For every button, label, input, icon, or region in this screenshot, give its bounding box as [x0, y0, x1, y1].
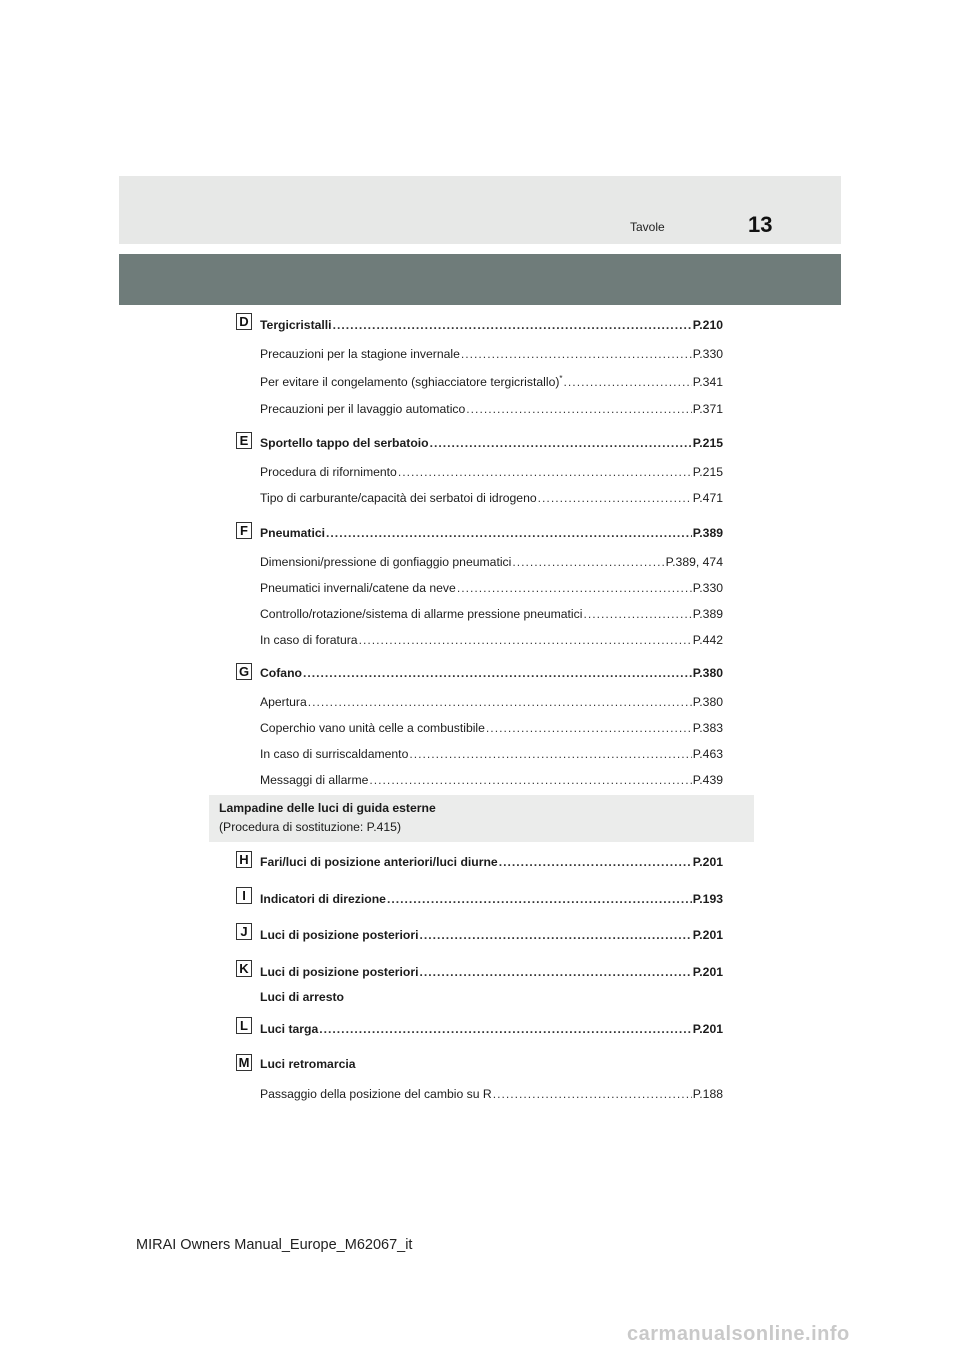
- toc-entry-cofano[interactable]: [260, 664, 723, 680]
- toc-subentry[interactable]: [260, 463, 723, 479]
- toc-entry-luci-retromarcia[interactable]: Luci retromarcia: [260, 1057, 356, 1071]
- toc-entry-fari[interactable]: [260, 853, 723, 869]
- toc-subentry-page: P.463: [692, 747, 723, 761]
- toc-subentry[interactable]: [260, 605, 723, 621]
- header-dark-band: [119, 254, 841, 305]
- footnote-marker: *: [559, 373, 563, 383]
- toc-entry-page: P.389: [692, 526, 723, 540]
- toc-entry-page: P.201: [692, 855, 723, 869]
- toc-subentry[interactable]: [260, 553, 723, 569]
- toc-subentry-label: Coperchio vano unità celle a combustibile: [260, 721, 485, 735]
- toc-subentry-page: P.188: [692, 1087, 723, 1101]
- footer-manual-id: MIRAI Owners Manual_Europe_M62067_it: [136, 1237, 413, 1253]
- toc-entry-title: Luci di posizione posteriori: [260, 928, 419, 942]
- toc-entry-title: Indicatori di direzione: [260, 892, 386, 906]
- watermark: carmanualsonline.info: [627, 1323, 850, 1345]
- toc-entry-page: P.380: [692, 666, 723, 680]
- lamps-info-box: [209, 795, 754, 842]
- toc-subentry-label: Precauzioni per la stagione invernale: [260, 347, 460, 361]
- toc-subentry[interactable]: [260, 771, 723, 787]
- toc-subentry-label: Per evitare il congelamento (sghiacciatore tergicristallo): [260, 375, 560, 389]
- label-badge-d: D: [236, 313, 252, 330]
- label-badge-g: G: [236, 663, 252, 680]
- label-badge-i: I: [236, 887, 252, 904]
- toc-entry-page: P.201: [692, 965, 723, 979]
- label-badge-j: J: [236, 923, 252, 940]
- toc-entry-luci-targa[interactable]: [260, 1020, 723, 1036]
- toc-entry-sportello[interactable]: [260, 434, 723, 450]
- toc-subentry[interactable]: [260, 693, 723, 709]
- toc-subentry-label: Tipo di carburante/capacità dei serbatoi di idrogeno: [260, 491, 537, 505]
- toc-subentry-page: P.380: [692, 695, 723, 709]
- toc-subentry-label: In caso di foratura: [260, 633, 358, 647]
- toc-subentry-label: Precauzioni per il lavaggio automatico: [260, 402, 466, 416]
- toc-subentry-label: Passaggio della posizione del cambio su R: [260, 1087, 492, 1101]
- toc-entry-luci-posizione-2[interactable]: [260, 963, 723, 979]
- toc-entry-page: P.193: [692, 892, 723, 906]
- toc-subentry-label: Apertura: [260, 695, 307, 709]
- toc-subentry-page: P.439: [692, 773, 723, 787]
- lamps-title: Lampadine delle luci di guida esterne: [219, 801, 436, 815]
- toc-subentry[interactable]: [260, 745, 723, 761]
- toc-subentry-label: Messaggi di allarme: [260, 773, 369, 787]
- toc-subentry-label: Controllo/rotazione/sistema di allarme pressione pneumatici: [260, 607, 583, 621]
- toc-entry-tergicristalli[interactable]: [260, 316, 723, 332]
- label-badge-e: E: [236, 432, 252, 449]
- toc-entry-indicatori[interactable]: [260, 890, 723, 906]
- toc-subentry-label: Procedura di rifornimento: [260, 465, 397, 479]
- toc-subentry-page: P.330: [692, 347, 723, 361]
- toc-subentry[interactable]: [260, 631, 723, 647]
- toc-entry-title: Cofano: [260, 666, 302, 680]
- label-badge-h: H: [236, 851, 252, 868]
- toc-subentry-label: In caso di surriscaldamento: [260, 747, 409, 761]
- toc-entry-luci-posizione[interactable]: [260, 926, 723, 942]
- toc-subentry-label: Pneumatici invernali/catene da neve: [260, 581, 456, 595]
- toc-subentry-page: P.389, 474: [665, 555, 723, 569]
- label-badge-l: L: [236, 1017, 252, 1034]
- toc-subentry[interactable]: [260, 489, 723, 505]
- toc-subentry[interactable]: [260, 400, 723, 416]
- toc-subentry-page: P.442: [692, 633, 723, 647]
- section-title: Tavole: [630, 220, 665, 234]
- toc-subentry-page: P.371: [692, 402, 723, 416]
- label-badge-k: K: [236, 960, 252, 977]
- toc-subentry[interactable]: [260, 373, 723, 389]
- toc-entry-title: Pneumatici: [260, 526, 326, 540]
- toc-subentry-page: P.471: [692, 491, 723, 505]
- toc-entry-page: P.201: [692, 1022, 723, 1036]
- toc-subentry-page: P.215: [692, 465, 723, 479]
- toc-entry-title: Luci targa: [260, 1022, 319, 1036]
- toc-subentry-page: P.383: [692, 721, 723, 735]
- toc-subentry-label: Dimensioni/pressione di gonfiaggio pneumatici: [260, 555, 512, 569]
- toc-entry-page: P.201: [692, 928, 723, 942]
- toc-entry-luci-arresto[interactable]: Luci di arresto: [260, 990, 344, 1004]
- label-badge-f: F: [236, 522, 252, 539]
- page-number: 13: [748, 212, 773, 237]
- label-badge-m: M: [236, 1054, 252, 1071]
- header-band: [119, 176, 841, 244]
- toc-entry-title: Tergicristalli: [260, 318, 332, 332]
- toc-entry-pneumatici[interactable]: [260, 524, 723, 540]
- toc-entry-page: P.215: [692, 436, 723, 450]
- toc-subentry[interactable]: [260, 1085, 723, 1101]
- toc-subentry-page: P.389: [692, 607, 723, 621]
- toc-subentry-page: P.341: [692, 375, 723, 389]
- toc-entry-title: Luci di posizione posteriori: [260, 965, 419, 979]
- toc-subentry-page: P.330: [692, 581, 723, 595]
- toc-subentry[interactable]: [260, 579, 723, 595]
- toc-entry-title: Sportello tappo del serbatoio: [260, 436, 429, 450]
- lamps-subtitle: (Procedura di sostituzione: P.415): [219, 820, 402, 834]
- toc-entry-page: P.210: [692, 318, 723, 332]
- toc-subentry[interactable]: [260, 345, 723, 361]
- toc-subentry[interactable]: [260, 719, 723, 735]
- toc-entry-title: Fari/luci di posizione anteriori/luci diurne: [260, 855, 498, 869]
